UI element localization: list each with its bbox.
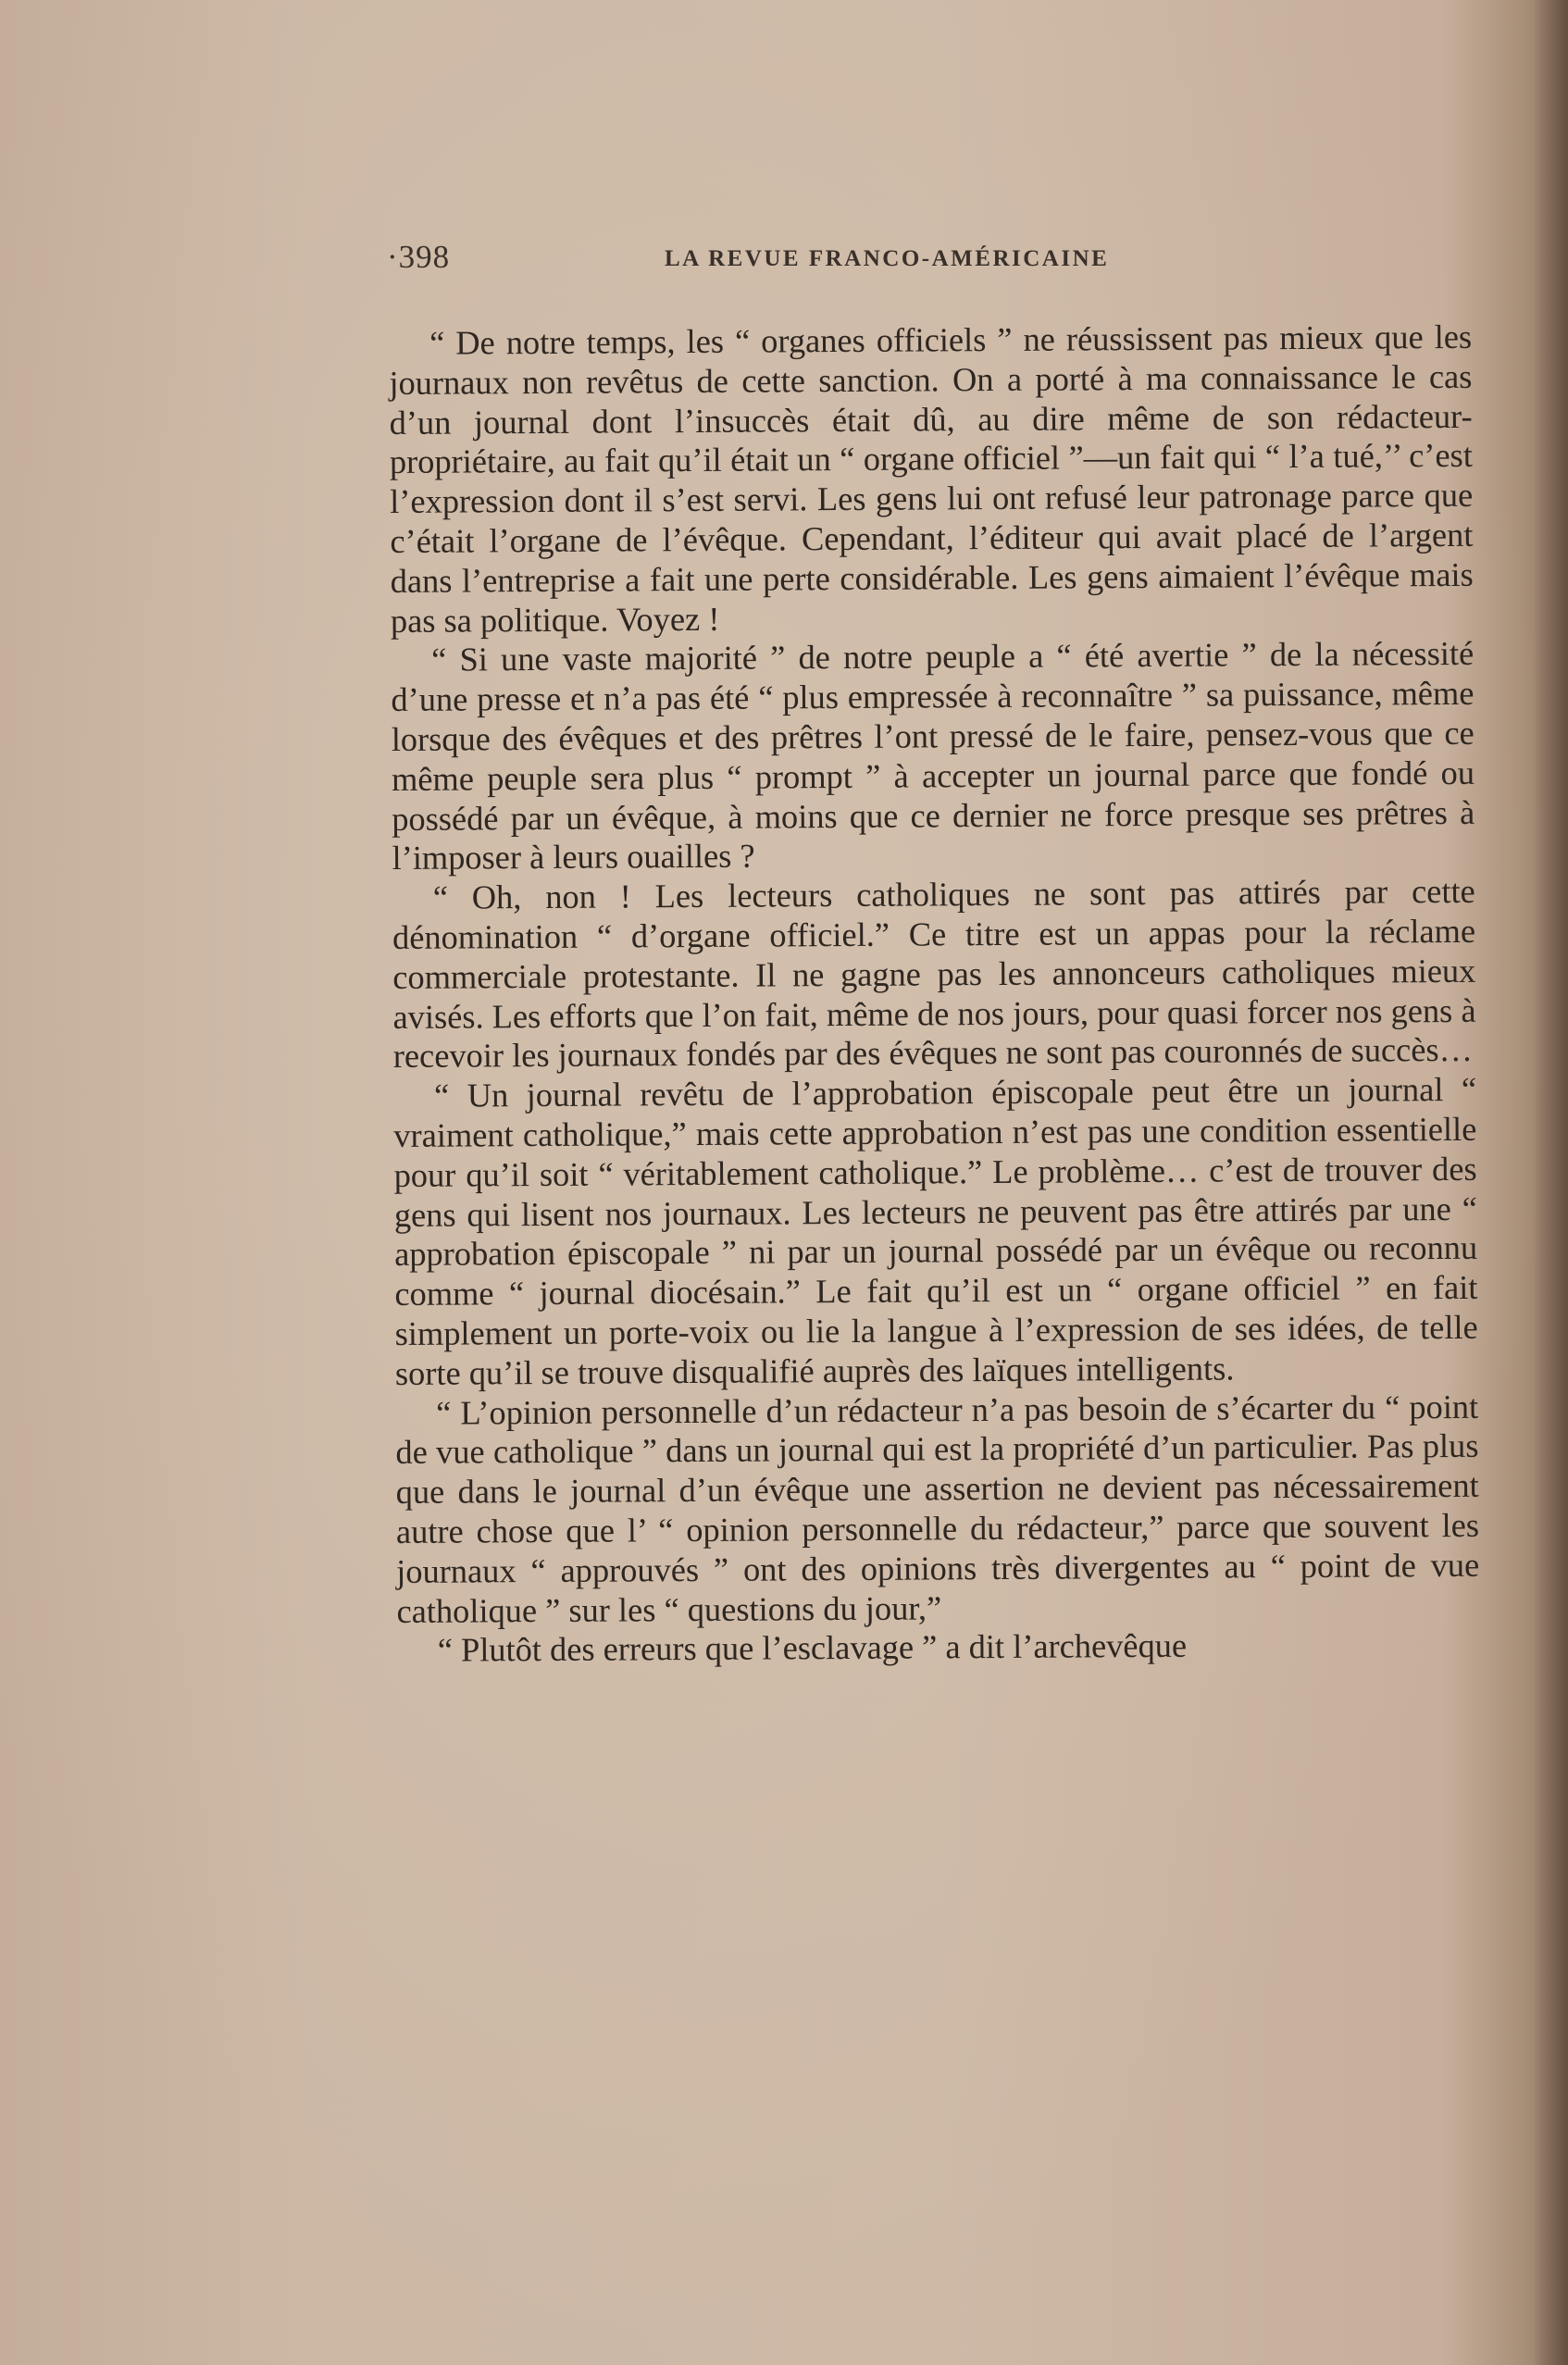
body-text bbox=[389, 317, 1480, 1671]
paragraph: “ De notre temps, les “ organes officiels ” ne réussissent pas mieux que les journaux non revêtus de cette sanction. On a porté à ma connaissance le cas d’un journal dont l’insuccès était dû, au dire même de son rédacteur-propriétaire, au fait qu’il était un “ organe officiel ”—un fait qui “ l’a tué,’’ c’est l’expression dont il s’est servi. Les gens lui ont refusé leur patronage parce que c’était l’organe de l’évêque. Cependant, l’éditeur qui avait placé de l’argent dans l’entreprise a fait une perte considérable. Les gens aimaient l’évêque mais pas sa politique. Voyez ! bbox=[389, 317, 1474, 640]
page-number: ·398 bbox=[387, 239, 451, 275]
running-head: LA REVUE FRANCO-AMÉRICAINE bbox=[665, 246, 1110, 271]
paragraph: “ Si une vaste majorité ” de notre peuple a “ été avertie ” de la nécessité d’une presse et n’a pas été “ plus empressée à reconnaître ” sa puissance, même lorsque des évêques et des prêtres l’ont pressé de le faire, pensez-vous que ce même peuple sera plus “ prompt ” à accepter un journal parce que fondé ou possédé par un évêque, à moins que ce dernier ne force presque ses prêtres à l’imposer à leurs ouailles ? bbox=[391, 635, 1475, 878]
paragraph: “ Plutôt des erreurs que l’esclavage ” a dit l’archevêque bbox=[437, 1627, 1188, 1670]
page-header bbox=[387, 239, 1220, 285]
paragraph: “ Oh, non ! Les lecteurs catholiques ne sont pas attirés par cette dénomination “ d’organe officiel.” Ce titre est un appas pour la réclame commerciale protestante. Il ne gagne pas les annonceurs catholiques mieux avisés. Les efforts que l’on fait, même de nos jours, pour quasi forcer nos gens à recevoir les journaux fondés par des évêques ne sont pas couronnés de succès… bbox=[392, 872, 1476, 1076]
paragraph: “ L’opinion personnelle d’un rédacteur n’a pas besoin de s’écarter du “ point de vue catholique ” dans un journal qui est la propriété d’un particulier. Pas plus que dans le journal d’un évêque une assertion ne devient pas nécessairement autre chose que l’ “ opinion personnelle du rédacteur,” parce que souvent les journaux “ approuvés ” ont des opinions très divergentes au “ point de vue catholique ” sur les “ questions du jour,” bbox=[395, 1388, 1480, 1630]
paragraph: “ Un journal revêtu de l’approbation épiscopale peut être un journal “ vraiment catholique,” mais cette approbation n’est pas une condition essentielle pour qu’il soit “ véritablement catholique.” Le problème… c’est de trouver des gens qui lisent nos journaux. Les lecteurs ne peuvent pas être attirés par une “ approbation épiscopale ” ni par un journal possédé par un évêque ou reconnu comme “ journal diocésain.” Le fait qu’il est un “ organe officiel ” en fait simplement un porte-voix ou lie la langue à l’expression de ses idées, de telle sorte qu’il se trouve disqualifié auprès des laïques intelligents. bbox=[393, 1070, 1478, 1392]
page-edge-shadow bbox=[1533, 0, 1568, 2365]
